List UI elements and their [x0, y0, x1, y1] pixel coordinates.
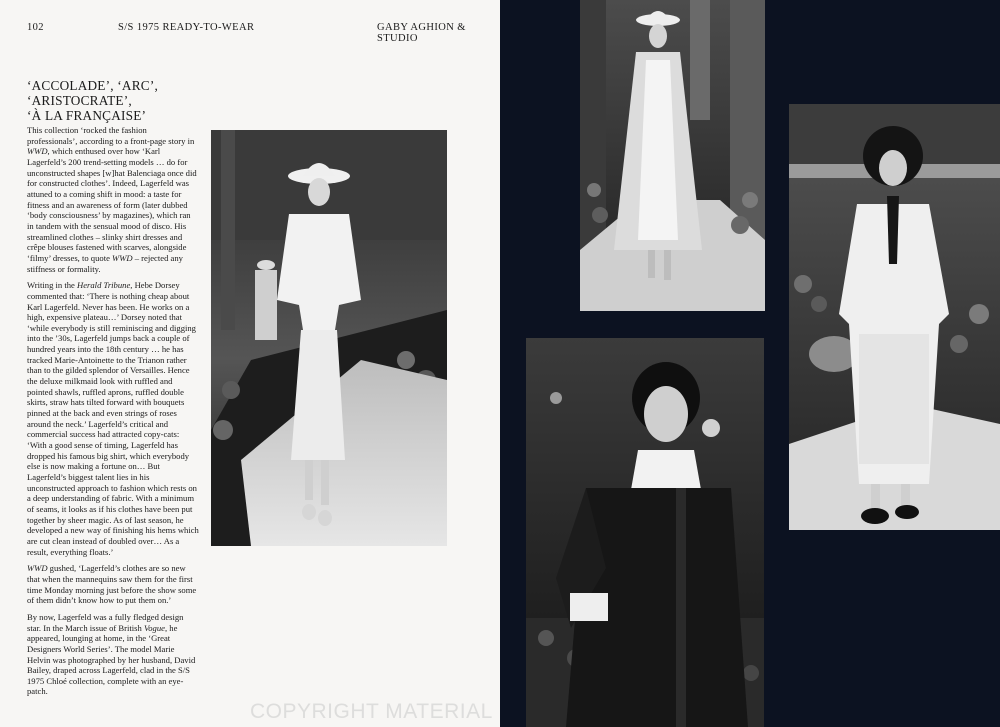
paragraph-2: Writing in the Herald Tribune, Hebe Dorsey commented that: ‘There is nothing cheap about Karl Lagerfeld. Never has been. He works on a high, expensive plateau…’ Dorsey noted that ‘while everybody is still reminiscing and digging into the ’30s, Lagerfeld jumps back a couple of hundred years into the 18th century … he has tracked Marie-Antoinette to the Trianon rather than to the gilded splendor of Versailles. Hence the deluxe milkmaid look with ruffled and pointed shawls, ruffled aprons, ruffled double skirts, straw hats tilted forward with bouquets pinned at the back and even strings of roses around the neck.’ Lagerfeld’s critical and commercial success had attracted copy-cats: ‘With a good sense of timing, Lagerfeld has dropped his famous big shirt, which everybody else is now making a fortune on… But Lagerfeld’s biggest talent lies in his unconstructed approach to fashion which rests on a deep understanding of fabric. With a minimum of seams, it looks as if his clothes have been put together by sheer magic. As of last season, he developed a new way of finishing his hems which are cut clean instead of doubled over… As a result, everything floats.’ — [27, 280, 199, 557]
page-number: 102 — [27, 22, 44, 33]
title-line: ‘ARISTOCRATE’, — [27, 93, 132, 108]
paragraph-1: This collection ‘rocked the fashion professionals’, according to a front-page story in WWD, which enthused over how ‘Karl Lagerfeld’s 200 trend-setting models … do for unconstructed shapes [w]hat Balenciaga once did for constructed clothes’. Indeed, Lagerfeld was attuned to a coming shift in mood: a taste for fitness and an awareness of form (later dubbed ‘body consciousness’ by magazines), which ran in tandem with the sensual mood of disco. His streamlined clothes – slinky shirt dresses and crêpe blouses fastened with scarves, alongside ‘filmy’ dresses, to quote WWD – rejected any stiffness or formality. — [27, 125, 197, 274]
title-line: ‘À LA FRANÇAISE’ — [27, 108, 147, 123]
running-head-section: S/S 1975 READY-TO-WEAR — [118, 22, 255, 33]
watermark: COPYRIGHT MATERIAL — [250, 700, 493, 723]
paragraph-4: By now, Lagerfeld was a fully fledged design star. In the March issue of British Vogue, he appeared, lounging at home, in the ‘Great Designers World Series’. The model Marie Helvin was photographed by her husband, David Bailey, draped across Lagerfeld, clad in the S/S 1975 Chloé collection, complete with an eye-patch. — [27, 611, 196, 697]
article-body — [27, 125, 199, 703]
title-line: ‘ACCOLADE’, ‘ARC’, — [27, 78, 159, 93]
runway-photo-white-hat — [211, 130, 447, 546]
paragraph-3: WWD gushed, ‘Lagerfeld’s clothes are so new that when the mannequins saw them for the first time Monday morning just before the show some of them didn’t know how to put them on.’ — [27, 563, 197, 606]
runway-photo-dark-knit — [526, 338, 764, 727]
running-head-studio: GABY AGHION & STUDIO — [377, 22, 466, 44]
article-title — [27, 78, 197, 123]
runway-photo-ribbon-tie — [789, 104, 1000, 530]
runway-photo-long-coat — [580, 0, 765, 311]
